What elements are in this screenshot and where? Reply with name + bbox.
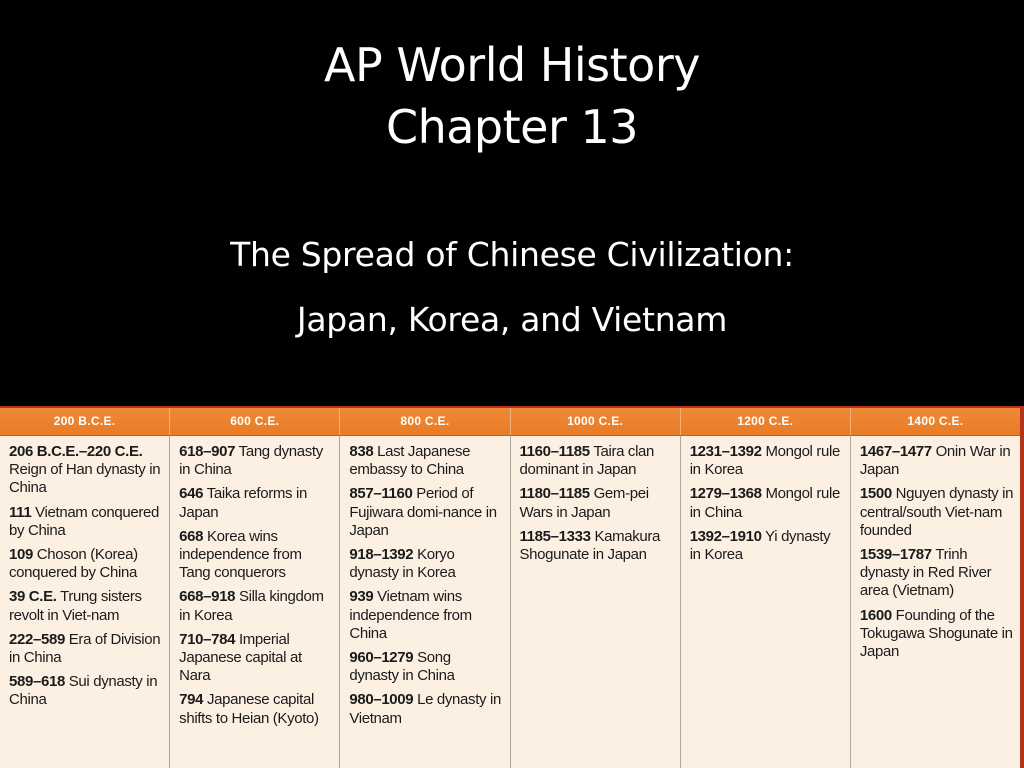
event-text: Mongol rule in China — [689, 485, 840, 521]
event-text: Mongol rule in Korea — [689, 443, 840, 479]
timeline-column — [510, 436, 680, 768]
event-date: 1600 — [859, 606, 892, 624]
timeline-column — [339, 436, 509, 768]
event-date: 1467–1477 — [859, 443, 932, 460]
event-text: Yi dynasty in Korea — [689, 527, 831, 564]
timeline-event — [860, 443, 1014, 479]
title-line-1: AP World History — [324, 38, 700, 92]
event-text: Onin War in Japan — [859, 443, 1011, 479]
period-label: 1200 C.E. — [680, 408, 850, 435]
timeline-event — [9, 673, 163, 709]
event-text: Trung sisters revolt in Viet-nam — [9, 588, 142, 624]
event-date: 857–1160 — [349, 485, 413, 503]
event-text: Tang dynasty in China — [179, 443, 323, 479]
event-date: 710–784 — [179, 630, 236, 648]
event-text: Era of Division in China — [9, 630, 161, 667]
period-label: 200 B.C.E. — [53, 414, 116, 428]
event-date: 1180–1185 — [519, 485, 590, 503]
timeline-event — [179, 443, 333, 479]
period-label: 600 C.E. — [169, 408, 339, 435]
event-text: Korea wins independence from Tang conquerors — [179, 527, 302, 582]
timeline-column — [0, 436, 169, 768]
event-date: 1392–1910 — [689, 527, 762, 545]
event-date: 1500 — [859, 485, 892, 503]
timeline-event — [860, 546, 1014, 601]
event-text: Vietnam conquered by China — [9, 503, 160, 539]
timeline-event — [9, 504, 163, 540]
timeline-column — [680, 436, 850, 768]
timeline-event — [520, 443, 674, 479]
timeline-event — [179, 528, 333, 583]
timeline-event — [179, 588, 333, 624]
event-date: 222–589 — [9, 630, 65, 648]
event-date: 939 — [349, 588, 374, 606]
event-date: 838 — [349, 443, 374, 460]
event-date: 1185–1333 — [519, 527, 591, 545]
timeline-event — [349, 649, 503, 685]
event-date: 1279–1368 — [689, 485, 762, 503]
timeline-event — [9, 631, 163, 667]
event-date: 1231–1392 — [689, 443, 762, 460]
timeline-event — [9, 546, 163, 582]
timeline-event — [349, 546, 503, 582]
timeline-event — [860, 607, 1014, 662]
event-text: Sui dynasty in China — [9, 673, 158, 709]
event-date: 794 — [179, 691, 204, 709]
timeline-event — [860, 485, 1014, 540]
slide-subtitle — [0, 222, 1024, 352]
event-text: Le dynasty in Vietnam — [349, 691, 501, 727]
timeline-column — [169, 436, 339, 768]
event-date: 960–1279 — [349, 649, 414, 667]
event-text: Vietnam wins independence from China — [349, 588, 472, 642]
event-date: 39 C.E. — [9, 588, 57, 606]
timeline-event — [179, 631, 333, 686]
event-text: Kamakura Shogunate in Japan — [519, 527, 661, 564]
timeline-table — [0, 406, 1024, 768]
timeline-event — [9, 588, 163, 624]
event-date: 646 — [179, 485, 204, 503]
timeline-header — [0, 408, 1020, 436]
timeline-event — [349, 588, 503, 643]
event-date: 980–1009 — [349, 691, 414, 709]
event-text: Song dynasty in China — [349, 649, 455, 685]
event-text: Gem-pei Wars in Japan — [519, 485, 649, 521]
event-text: Japanese capital shifts to Heian (Kyoto) — [179, 691, 319, 727]
event-date: 109 — [9, 546, 33, 564]
event-date: 668–918 — [179, 588, 236, 606]
timeline-event — [690, 485, 844, 521]
event-date: 589–618 — [9, 673, 65, 691]
timeline-event — [520, 485, 674, 521]
event-date: 206 B.C.E.–220 C.E. — [9, 443, 143, 460]
timeline-event — [9, 443, 163, 498]
event-text: Founding of the Tokugawa Shogunate in Japan — [859, 606, 1013, 661]
event-date: 1539–1787 — [859, 546, 932, 564]
timeline-event — [520, 528, 674, 564]
event-text: Period of Fujiwara domi-nance in Japan — [349, 485, 497, 539]
event-text: Taira clan dominant in Japan — [519, 443, 655, 479]
timeline-event — [690, 528, 844, 564]
title-line-2: Chapter 13 — [385, 100, 639, 154]
timeline-column — [850, 436, 1020, 768]
event-text: Reign of Han dynasty in China — [9, 461, 161, 497]
timeline-event — [349, 443, 503, 479]
event-date: 918–1392 — [349, 546, 414, 564]
event-text: Trinh dynasty in Red River area (Vietnam) — [859, 546, 992, 600]
timeline-event — [349, 691, 503, 727]
timeline-body — [0, 436, 1020, 768]
timeline-event — [349, 485, 503, 540]
event-date: 111 — [9, 503, 32, 521]
event-text: Last Japanese embassy to China — [349, 443, 471, 479]
event-text: Imperial Japanese capital at Nara — [179, 630, 302, 685]
period-label: 800 C.E. — [339, 408, 509, 435]
subtitle-line-2: Japan, Korea, and Vietnam — [296, 300, 728, 339]
event-text: Taika reforms in Japan — [179, 485, 307, 521]
event-date: 1160–1185 — [519, 443, 590, 460]
event-date: 668 — [179, 527, 204, 545]
slide-title — [0, 34, 1024, 158]
period-label: 1400 C.E. — [850, 408, 1020, 435]
period-label: 1000 C.E. — [510, 408, 680, 435]
subtitle-line-1: The Spread of Chinese Civilization: — [230, 235, 794, 274]
timeline-event — [179, 691, 333, 727]
timeline-event — [179, 485, 333, 521]
event-text: Choson (Korea) conquered by China — [9, 546, 138, 582]
event-text: Silla kingdom in Korea — [179, 588, 324, 624]
event-date: 618–907 — [179, 443, 236, 460]
timeline-event — [690, 443, 844, 479]
event-text: Koryo dynasty in Korea — [349, 546, 456, 582]
event-text: Nguyen dynasty in central/south Viet-nam founded — [859, 485, 1014, 539]
